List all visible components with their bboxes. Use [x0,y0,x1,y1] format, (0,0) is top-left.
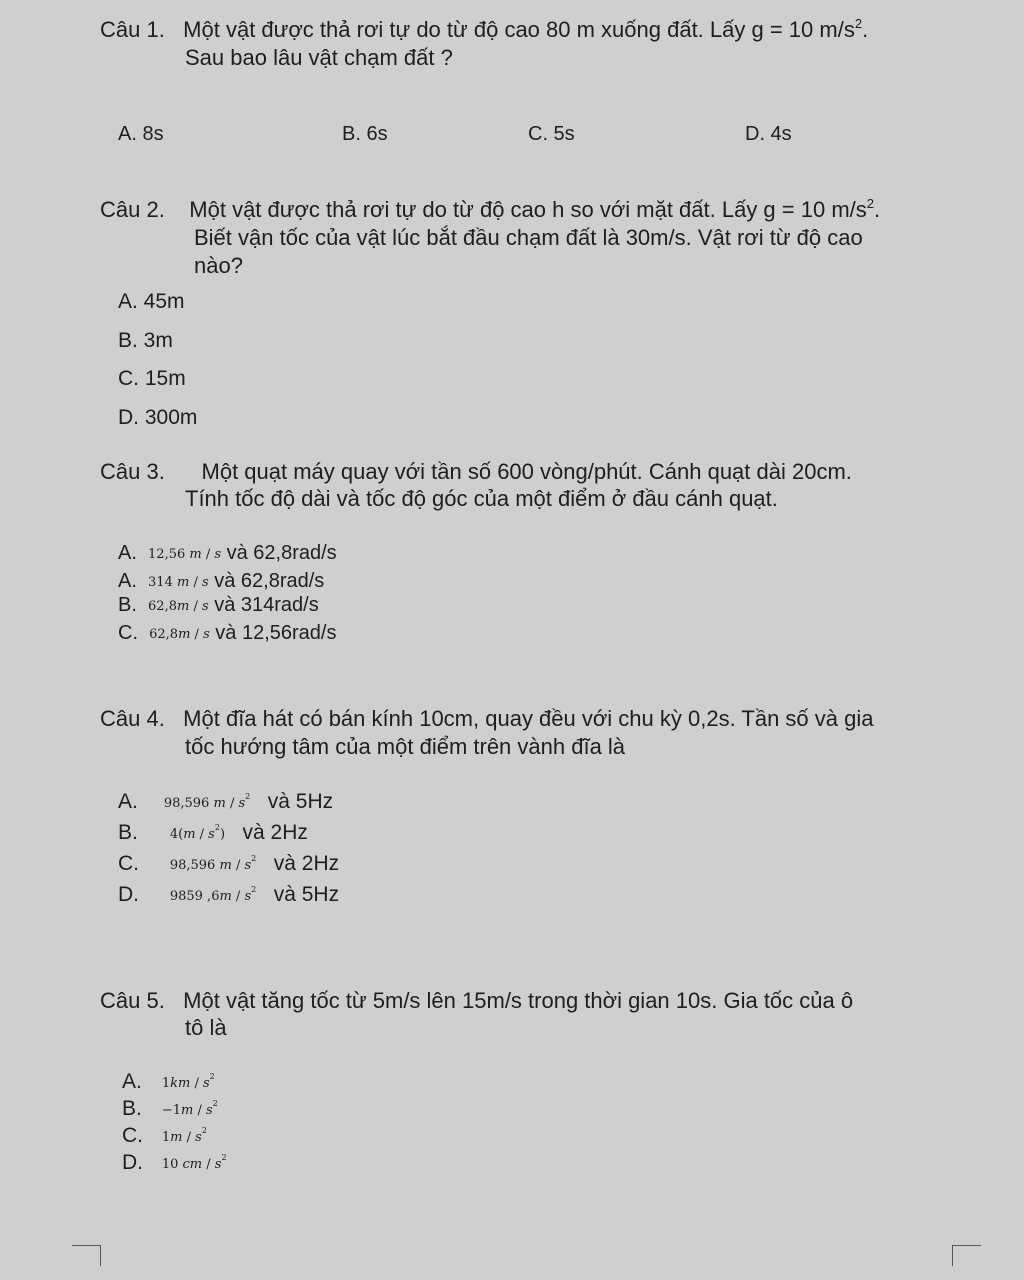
q2-exponent: 2 [866,196,874,211]
q5-option-c-letter: C. [122,1124,143,1147]
q2-line1 [100,196,880,224]
q1-text-line1: Một vật được thả rơi tự do từ độ cao 80 m xuống đất. Lấy g = 10 m/s [183,17,855,42]
page-corner-mark-left [72,1245,101,1266]
q3-text-line2: Tính tốc độ dài và tốc độ góc của một điểm ở đầu cánh quạt. [185,486,778,511]
q5-text-line1: Một vật tăng tốc từ 5m/s lên 15m/s trong thời gian 10s. Gia tốc của ô [183,988,854,1013]
q4-option-d-rest: và 5Hz [273,883,340,906]
q3-label: Câu 3. [100,459,165,484]
q3-option-4[interactable] [118,620,337,648]
q2-option-b[interactable]: B. 3m [118,329,173,352]
q5-option-b-letter: B. [122,1097,142,1120]
q1-option-a[interactable]: A. 8s [118,123,164,145]
q2-option-c[interactable]: C. 15m [118,367,186,390]
q4-option-b-rest: và 2Hz [242,821,308,844]
q1-period: . [862,17,869,42]
q2-label: Câu 2. [100,197,165,222]
q4-label: Câu 4. [100,706,165,731]
q4-option-c-letter: C. [118,852,139,875]
page-corner-mark-right [952,1245,981,1266]
q3-option-3[interactable] [118,592,319,620]
q4-option-d-value: 9859 $,6m / s^2$ [169,885,257,904]
q5-option-b-value: $-1m / s^2$ [161,1099,218,1118]
q4-option-c-value: 98,596 m / $s^2$ [169,854,257,873]
q1-option-b[interactable]: B. 6s [342,123,388,145]
q1-option-d[interactable]: D. 4s [745,123,792,145]
q5-text-line2: tô là [185,1015,227,1040]
q3-option-3-rest: và 314rad/s [214,594,319,616]
q1-line1 [100,16,868,44]
q4-option-b-value: $4(m / s^2)$ [169,823,226,842]
q3-option-1-value: 12,56 m / s [148,547,222,562]
q3-option-1-letter: A. [118,542,137,564]
q1-exponent: 2 [854,16,863,31]
q5-option-d-letter: D. [122,1151,143,1174]
q4-option-d-letter: D. [118,883,139,906]
q2-period: . [874,197,881,222]
q5-label: Câu 5. [100,988,165,1013]
q1-text-line2: Sau bao lâu vật chạm đất ? [185,45,453,70]
q4-option-b-letter: B. [118,821,138,844]
q4-option-a-letter: A. [118,790,138,813]
q3-option-2-rest: và 62,8rad/s [214,570,325,592]
q3-option-4-letter: C. [118,622,138,644]
q2-text-line3: nào? [194,253,243,278]
q4-option-a[interactable] [118,788,333,818]
q3-option-2-letter: A. [118,570,137,592]
q4-option-a-rest: và 5Hz [267,790,334,813]
q2-option-d[interactable]: D. 300m [118,406,198,429]
q3-option-1[interactable] [118,540,337,568]
q1-option-c[interactable]: C. 5s [528,123,575,145]
q3-option-4-value: 62,8m / s [149,627,210,642]
q5-line1 [100,987,853,1015]
q3-option-3-letter: B. [118,594,137,616]
q3-option-2-value: 314 m / s [148,575,209,590]
q4-option-a-value: 98,596 m / $s^2$ [163,792,251,811]
q5-option-c-value: $1m / s^2$ [161,1126,207,1145]
q3-text-line1: Một quạt máy quay với tần số 600 vòng/phút. Cánh quạt dài 20cm. [201,459,852,484]
q4-option-c[interactable] [118,850,339,880]
q2-text-line1: Một vật được thả rơi tự do từ độ cao h so với mặt đất. Lấy g = 10 m/s [189,197,867,222]
q4-option-d[interactable] [118,881,339,911]
q4-line1 [100,705,873,733]
q5-option-a[interactable] [122,1068,215,1098]
q4-option-b[interactable] [118,819,308,849]
q5-option-d-value: 10 cm / $s^2$ [161,1153,227,1172]
q5-option-d[interactable] [122,1149,227,1179]
q4-text-line1: Một đĩa hát có bán kính 10cm, quay đều với chu kỳ 0,2s. Tần số và gia [183,706,874,731]
q5-option-a-value: $1km / s^2$ [161,1072,215,1091]
q3-option-1-rest: và 62,8rad/s [226,542,337,564]
q2-text-line2: Biết vận tốc của vật lúc bắt đầu chạm đất là 30m/s. Vật rơi từ độ cao [194,225,863,250]
q2-option-a[interactable]: A. 45m [118,290,185,313]
q3-option-4-rest: và 12,56rad/s [215,622,337,644]
q1-label: Câu 1. [100,17,165,42]
q4-option-c-rest: và 2Hz [273,852,340,875]
q3-line1 [100,458,852,486]
q5-option-a-letter: A. [122,1070,142,1093]
q3-option-3-value: 62,8m / s [148,599,209,614]
q5-option-c[interactable] [122,1122,207,1152]
q5-option-b[interactable] [122,1095,218,1125]
q4-text-line2: tốc hướng tâm của một điểm trên vành đĩa là [185,734,626,759]
